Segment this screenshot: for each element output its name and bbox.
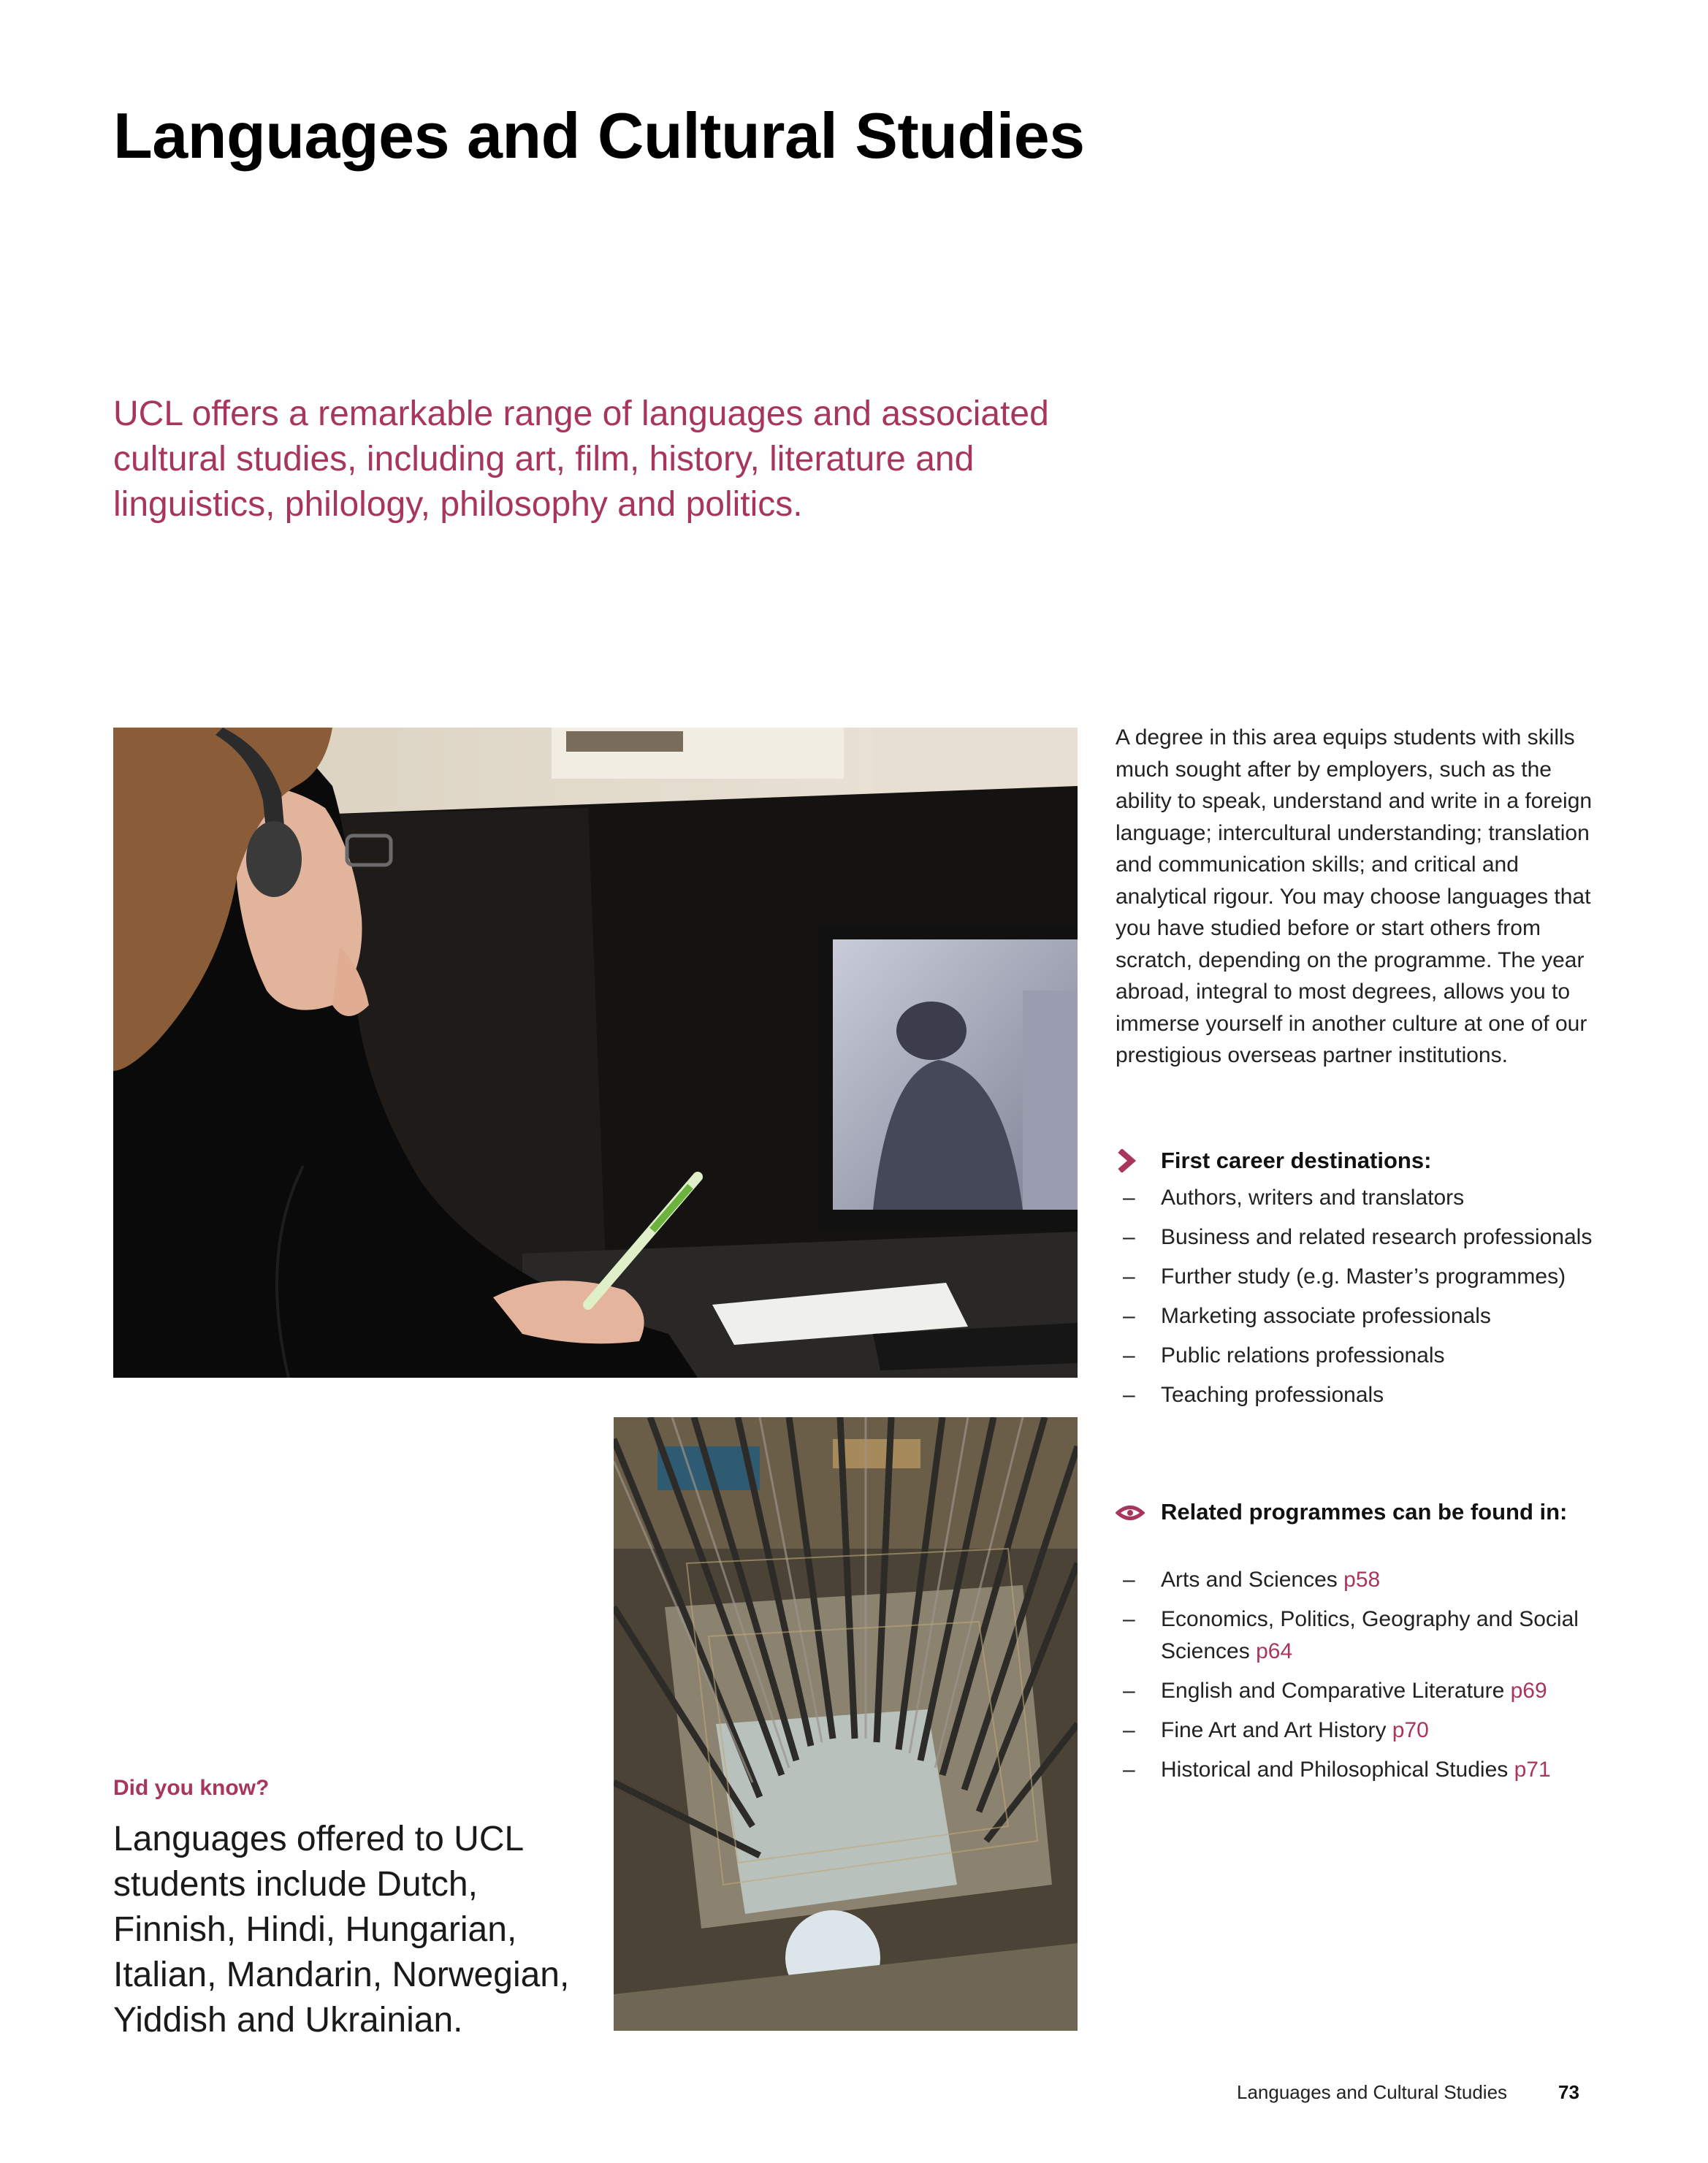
intro-text: UCL offers a remarkable range of languages and associated cultural studies, including art, film, history, literature and linguistics, philology, philosophy and politics. bbox=[113, 394, 1049, 524]
page-number: 73 bbox=[1558, 2081, 1579, 2103]
related-list bbox=[1116, 1564, 1605, 1793]
page-reference-link[interactable]: p58 bbox=[1343, 1568, 1381, 1592]
list-item: – Arts and Sciences p58 bbox=[1116, 1564, 1605, 1596]
careers-heading-text: First career destinations: bbox=[1161, 1148, 1432, 1173]
list-dash: – bbox=[1123, 1568, 1135, 1592]
list-dash: – bbox=[1123, 1383, 1135, 1407]
list-item: – Teaching professionals bbox=[1116, 1379, 1605, 1411]
list-dash: – bbox=[1123, 1607, 1135, 1631]
list-item: – Further study (e.g. Master’s programmes) bbox=[1116, 1261, 1605, 1293]
list-item: – Marketing associate professionals bbox=[1116, 1300, 1605, 1332]
did-you-know-fact: Languages offered to UCL students include Dutch, Finnish, Hindi, Hungarian, Italian, Mandarin, Norwegian, Yiddish and Ukrainian. bbox=[113, 1820, 570, 2040]
list-dash: – bbox=[1123, 1678, 1135, 1703]
page-reference-link[interactable]: p71 bbox=[1514, 1757, 1551, 1782]
list-item: – Historical and Philosophical Studies p71 bbox=[1116, 1754, 1605, 1786]
list-dash: – bbox=[1123, 1304, 1135, 1328]
list-dash: – bbox=[1123, 1757, 1135, 1782]
related-heading bbox=[1116, 1498, 1605, 1526]
list-item: – Authors, writers and translators bbox=[1116, 1182, 1605, 1214]
body-paragraph: A degree in this area equips students with skills much sought after by employers, such as the ability to speak, understand and write in a foreign language; intercultural understanding; translation and communication skills; and critical and analytical rigour. You may choose languages that you have studied before or start others from scratch, depending on the programme. The year abroad, integral to most degrees, allows you to immerse yourself in another culture at one of our prestigious overseas partner institutions. bbox=[1116, 725, 1593, 1067]
page-reference-link[interactable]: p70 bbox=[1392, 1717, 1429, 1742]
list-item: – Public relations professionals bbox=[1116, 1340, 1605, 1372]
list-dash: – bbox=[1123, 1343, 1135, 1367]
list-dash: – bbox=[1123, 1225, 1135, 1249]
list-dash: – bbox=[1123, 1186, 1135, 1210]
footer-section-title: Languages and Cultural Studies bbox=[1237, 2081, 1508, 2103]
list-item: – Economics, Politics, Geography and Social Sciences p64 bbox=[1116, 1603, 1605, 1667]
page-reference-link[interactable]: p69 bbox=[1510, 1678, 1547, 1703]
careers-list bbox=[1116, 1182, 1605, 1419]
list-item: – English and Comparative Literature p69 bbox=[1116, 1675, 1605, 1707]
related-heading-text: Related programmes can be found in: bbox=[1161, 1499, 1568, 1525]
list-dash: – bbox=[1123, 1264, 1135, 1289]
list-item: – Business and related research professionals bbox=[1116, 1221, 1605, 1254]
chevron-right-icon bbox=[1116, 1149, 1137, 1179]
page-title: Languages and Cultural Studies bbox=[113, 99, 1085, 172]
eye-icon bbox=[1116, 1500, 1145, 1529]
page-reference-link[interactable]: p64 bbox=[1256, 1639, 1293, 1663]
careers-heading bbox=[1116, 1146, 1605, 1175]
photo-student-watching-film bbox=[113, 728, 1078, 1378]
list-dash: – bbox=[1123, 1717, 1135, 1742]
list-item: – Fine Art and Art History p70 bbox=[1116, 1714, 1605, 1747]
photo-atrium-from-above bbox=[614, 1417, 1078, 2031]
did-you-know-label: Did you know? bbox=[113, 1776, 270, 1800]
